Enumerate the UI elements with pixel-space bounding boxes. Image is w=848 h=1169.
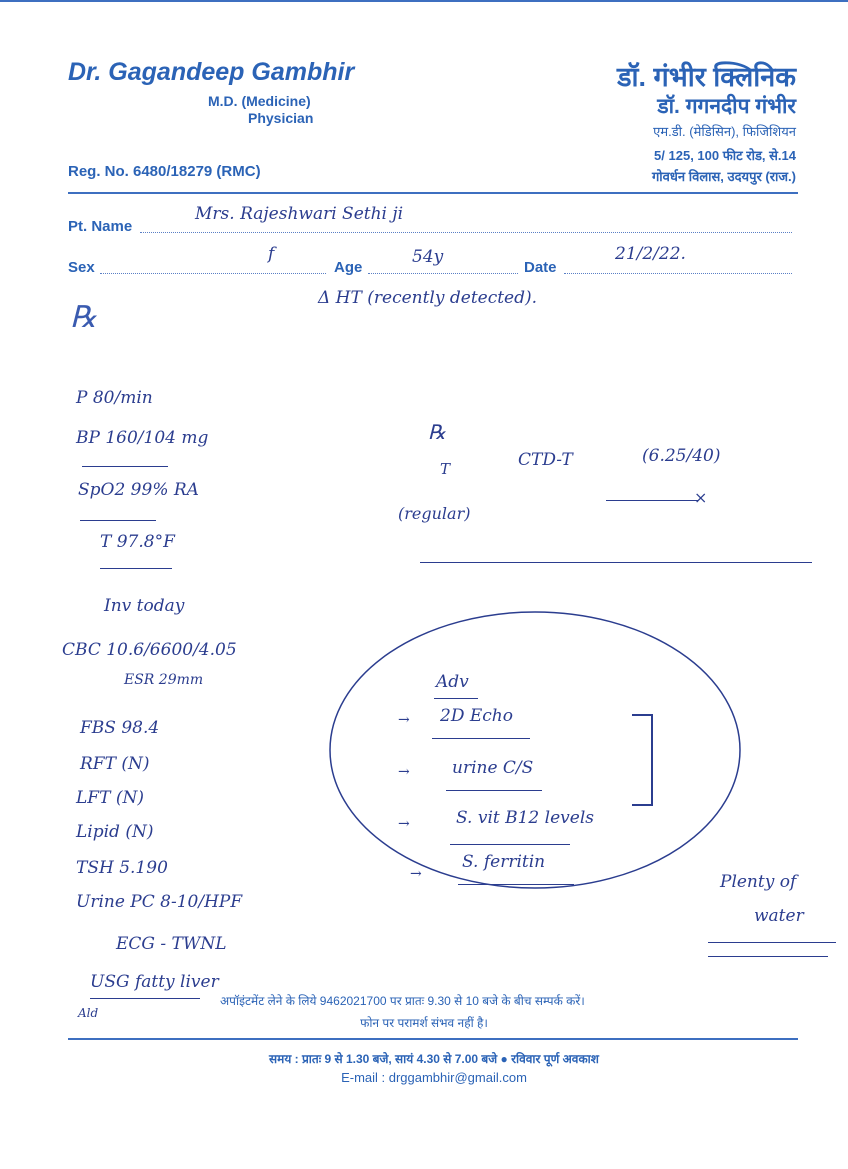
inv-cbc: CBC 10.6/6600/4.05 — [62, 640, 237, 660]
inv-lipid: Lipid (N) — [76, 822, 154, 842]
vital-temp: T 97.8°F — [100, 532, 175, 552]
rx-mark: ℞ — [428, 420, 446, 444]
doctor-name-en: Dr. Gagandeep Gambhir — [68, 58, 355, 86]
rx-symbol: ℞ — [70, 300, 97, 335]
date-label: Date — [524, 259, 557, 276]
date-line — [564, 273, 792, 274]
email: E-mail : drggambhir@gmail.com — [341, 1070, 527, 1085]
degree-hi: एम.डी. (मेडिसिन), फिजिशियन — [653, 124, 796, 139]
pt-name-line — [140, 232, 792, 233]
doctor-name-hi: डॉ. गगनदीप गंभीर — [657, 95, 796, 118]
inv-heading: Inv today — [104, 596, 185, 616]
date-value: 21/2/22. — [615, 244, 686, 264]
advice-heading-underline — [434, 698, 478, 699]
advice-item-ferritin: S. ferritin — [462, 852, 546, 872]
inv-ald: Ald — [78, 1006, 99, 1020]
inv-lft: LFT (N) — [76, 788, 144, 808]
timings-hi: समय : प्रातः 9 से 1.30 बजे, सायं 4.30 से 7.00 बजे ● रविवार पूर्ण अवकाश — [269, 1052, 599, 1066]
duration-line — [606, 500, 698, 501]
clinic-name-hi: डॉ. गंभीर क्लिनिक — [617, 62, 796, 92]
inv-usg: USG fatty liver — [90, 972, 219, 992]
address-line2-hi: गोवर्धन विलास, उदयपुर (राज.) — [651, 169, 796, 184]
usg-underline — [90, 998, 200, 999]
plenty-underline — [708, 942, 836, 943]
pt-name-label: Pt. Name — [68, 218, 133, 235]
advice-arrow-icon: → — [398, 816, 410, 832]
footer-divider — [68, 1038, 798, 1040]
diagnosis: Δ HT (recently detected). — [318, 288, 538, 308]
plenty-underline — [708, 956, 828, 957]
drug-name: CTD-T — [518, 450, 573, 470]
inv-urine: Urine PC 8-10/HPF — [76, 892, 243, 912]
inv-rft: RFT (N) — [80, 754, 150, 774]
tab-prefix: T — [440, 460, 451, 478]
sex-value: f — [268, 244, 275, 264]
advice-heading: Adv — [436, 672, 469, 692]
plenty-note-line1: Plenty of — [720, 872, 797, 892]
top-edge-line — [0, 0, 848, 2]
advice-underline — [446, 790, 542, 791]
age-label: Age — [334, 259, 363, 276]
inv-tsh: TSH 5.190 — [76, 858, 168, 878]
pt-name-value: Mrs. Rajeshwari Sethi ji — [195, 204, 404, 224]
medication-divider — [420, 562, 812, 563]
advice-item-echo: 2D Echo — [440, 706, 513, 726]
vital-underline — [80, 520, 156, 521]
age-line — [368, 273, 518, 274]
advice-item-b12: S. vit B12 levels — [456, 808, 594, 828]
drug-dose: (6.25/40) — [642, 446, 721, 466]
regular-note: (regular) — [398, 504, 471, 523]
address-line1-hi: 5/ 125, 100 फीट रोड, से.14 — [654, 148, 796, 163]
advice-underline — [432, 738, 530, 739]
advice-arrow-icon: → — [398, 764, 410, 780]
inv-fbs: FBS 98.4 — [80, 718, 160, 738]
title-en: Physician — [248, 110, 314, 126]
vital-underline — [100, 568, 172, 569]
plenty-note-line2: water — [754, 906, 804, 926]
sex-line — [100, 273, 326, 274]
advice-arrow-icon: → — [410, 866, 422, 882]
appointment-note-hi: अपॉइंटमेंट लेने के लिये 9462021700 पर प्रातः 9.30 से 10 बजे के बीच सम्पर्क करें। — [220, 994, 585, 1008]
advice-arrow-icon: → — [398, 712, 410, 728]
vital-pulse: P 80/min — [76, 388, 153, 408]
degree-en: M.D. (Medicine) — [208, 93, 311, 109]
sex-label: Sex — [68, 259, 95, 276]
reg-no: Reg. No. 6480/18279 (RMC) — [68, 163, 261, 180]
inv-esr: ESR 29mm — [124, 672, 204, 688]
vital-underline — [82, 466, 168, 467]
age-value: 54y — [412, 247, 444, 267]
advice-underline — [458, 884, 574, 885]
header-divider — [68, 192, 798, 194]
inv-ecg: ECG - TWNL — [116, 934, 227, 954]
phone-note-hi: फोन पर परामर्श संभव नहीं है। — [360, 1016, 488, 1030]
advice-underline — [450, 844, 570, 845]
vital-spo2: SpO2 99% RA — [78, 480, 199, 500]
advice-item-urine: urine C/S — [452, 758, 534, 778]
duration-end-mark: × — [694, 488, 708, 507]
vital-bp: BP 160/104 mg — [76, 428, 209, 448]
